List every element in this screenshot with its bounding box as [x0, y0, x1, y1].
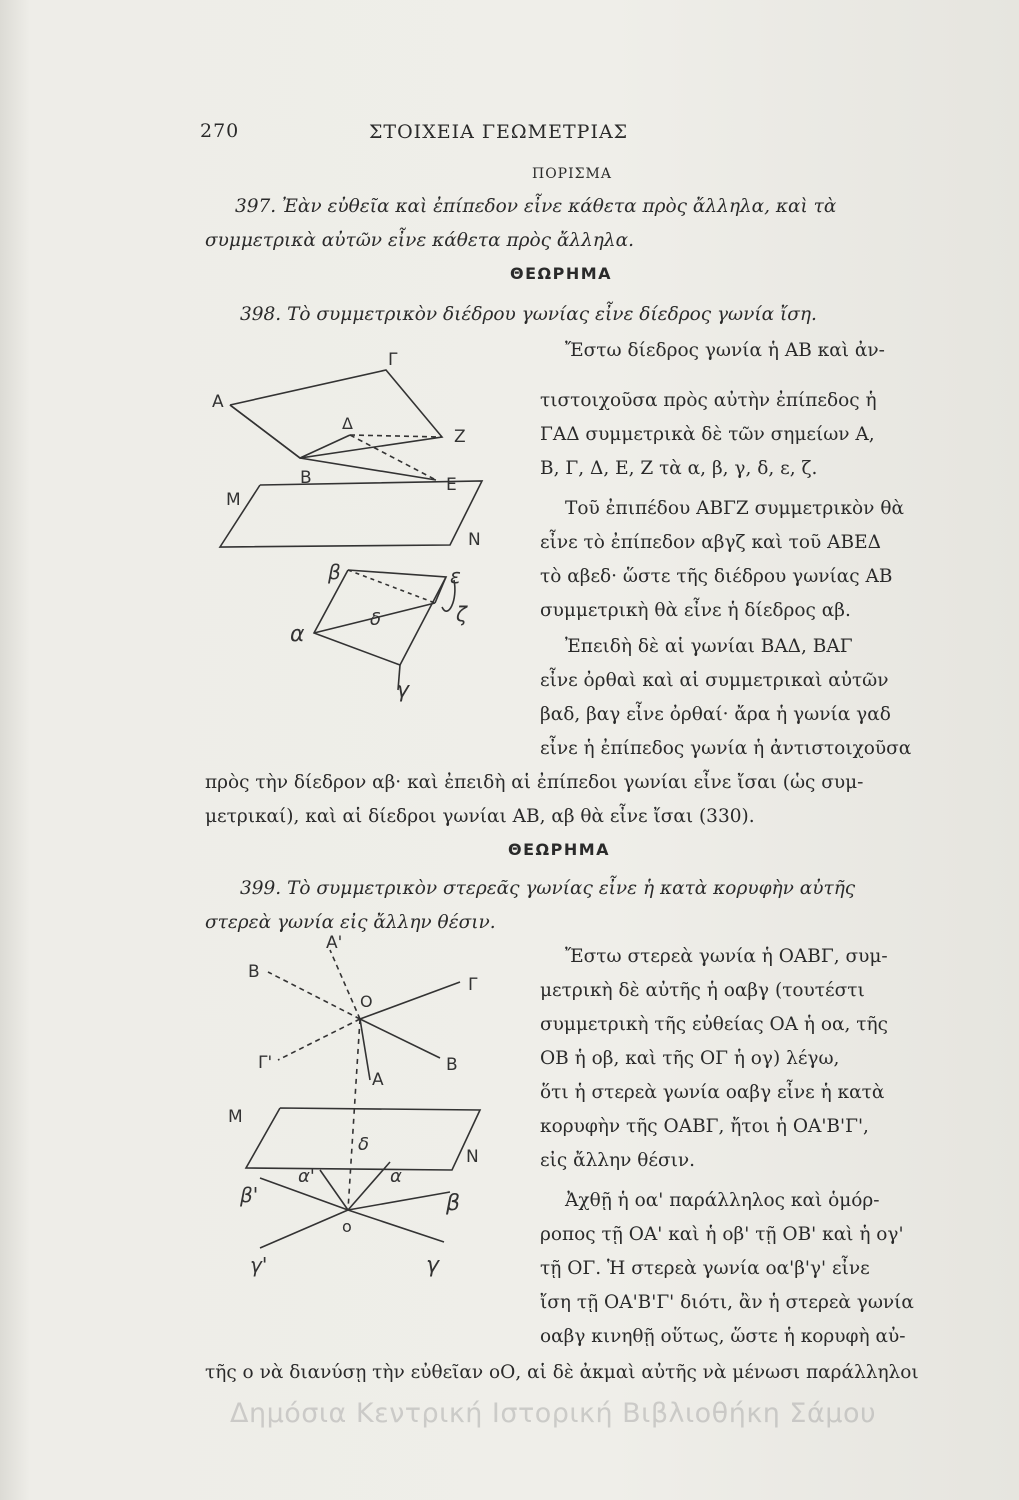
- fig1-label-D: Δ: [342, 414, 353, 433]
- fig2-label-B2: Β: [446, 1055, 458, 1075]
- t399-line-13: τῆς ο νὰ διανύσῃ τὴν εὐθεῖαν οΟ, αἱ δὲ ἀκμαὶ αὐτῆς νὰ μένωσι παράλληλοι: [205, 1362, 919, 1383]
- t399-line-11: ἴση τῇ ΟΑ'Β'Γ' διότι, ἂν ἡ στερεὰ γωνία: [540, 1292, 914, 1313]
- page-number: 270: [200, 120, 240, 142]
- fig1-label-Z: Ζ: [454, 427, 466, 447]
- t399-line-4: ΟΒ ἡ οβ, καὶ τῆς ΟΓ ἡ ογ) λέγω,: [540, 1048, 840, 1069]
- fig1-label-d: δ: [370, 609, 382, 630]
- fig1-label-G: Γ: [388, 350, 398, 370]
- t399-line-6: κορυφὴν τῆς ΟΑΒΓ, ἤτοι ἡ ΟΑ'Β'Γ',: [540, 1116, 869, 1137]
- fig1-label-E: Ε: [446, 475, 457, 495]
- theorem-398-heading: ΘΕΩΡΗΜΑ: [510, 264, 613, 283]
- t399-line-3: συμμετρικὴ τῆς εὐθείας ΟΑ ἡ οα, τῆς: [540, 1014, 888, 1035]
- t398-line-9: Ἐπειδὴ δὲ αἱ γωνίαι ΒΑΔ, ΒΑΓ: [565, 636, 853, 657]
- t399-line-2: μετρικὴ δὲ αὐτῆς ἡ οαβγ (τουτέστι: [540, 980, 865, 1001]
- running-title: ΣΤΟΙΧΕΙΑ ΓΕΩΜΕΤΡΙΑΣ: [369, 121, 629, 143]
- t398-line-5: Τοῦ ἐπιπέδου ΑΒΓΖ συμμετρικὸν θὰ: [565, 498, 904, 519]
- t398-line-12: εἶνε ἡ ἐπίπεδος γωνία ἡ ἀντιστοιχοῦσα: [540, 738, 912, 759]
- t398-line-14: μετρικαί), καὶ αἱ δίεδροι γωνίαι ΑΒ, αβ θὰ εἶνε ἴσαι (330).: [205, 806, 755, 827]
- t398-line-4: Β, Γ, Δ, Ε, Ζ τὰ α, β, γ, δ, ε, ζ.: [540, 458, 818, 479]
- theorem-399-heading: ΘΕΩΡΗΜΑ: [508, 840, 611, 859]
- t398-line-7: τὸ αβεδ· ὥστε τῆς διέδρου γωνίας ΑΒ: [540, 566, 893, 587]
- porisma-line-2: συμμετρικὰ αὐτῶν εἶνε κάθετα πρὸς ἄλληλα.: [205, 230, 634, 251]
- theorem-398-statement: 398. Τὸ συμμετρικὸν διέδρου γωνίας εἶνε δίεδρος γωνία ἴση.: [240, 304, 817, 325]
- figure-dihedral-angle: [210, 345, 530, 715]
- t399-line-8: Ἀχθῇ ἡ οα' παράλληλος καὶ ὁμόρ-: [565, 1190, 880, 1211]
- theorem-399-statement-1: 399. Τὸ συμμετρικὸν στερεᾶς γωνίας εἶνε ἡ κατὰ κορυφὴν αὐτῆς: [240, 878, 856, 899]
- porisma-heading: ΠΟΡΙΣΜΑ: [532, 166, 612, 182]
- fig2-label-b1: β': [240, 1183, 259, 1207]
- t399-line-10: τῇ ΟΓ. Ἡ στερεὰ γωνία οα'β'γ' εἶνε: [540, 1258, 870, 1279]
- fig2-label-b: β: [446, 1191, 461, 1216]
- fig1-label-b: β: [328, 560, 341, 584]
- t398-line-2: τιστοιχοῦσα πρὸς αὐτὴν ἐπίπεδος ἡ: [540, 390, 877, 411]
- fig2-label-N: Ν: [466, 1147, 479, 1167]
- fig2-label-G1: Γ': [258, 1053, 273, 1073]
- t398-line-3: ΓΑΔ συμμετρικὰ δὲ τῶν σημείων Α,: [540, 424, 875, 445]
- t399-line-7: εἰς ἄλλην θέσιν.: [540, 1150, 695, 1171]
- fig2-label-O: Ο: [360, 992, 373, 1011]
- t398-line-8: συμμετρικὴ θὰ εἶνε ἡ δίεδρος αβ.: [540, 600, 851, 621]
- fig2-label-B: Β: [248, 962, 260, 982]
- fig1-label-M: Μ: [226, 490, 241, 510]
- fig1-label-g: γ: [396, 678, 410, 703]
- t399-line-12: οαβγ κινηθῇ οὕτως, ὥστε ἡ κορυφὴ αὐ-: [540, 1326, 906, 1347]
- fig1-label-N: Ν: [468, 530, 481, 550]
- fig1-label-B: Β: [300, 468, 312, 488]
- fig1-label-e: ε: [450, 564, 461, 588]
- figure-solid-angle: [220, 930, 520, 1300]
- fig2-label-g1: γ': [250, 1253, 268, 1277]
- t398-line-11: βαδ, βαγ εἶνε ὀρθαί· ἄρα ἡ γωνία γαδ: [540, 704, 891, 725]
- t399-line-9: ροπος τῇ ΟΑ' καὶ ἡ οβ' τῇ ΟΒ' καὶ ἡ ογ': [540, 1224, 904, 1245]
- fig2-label-A: Α: [372, 1070, 384, 1090]
- t399-line-1: Ἔστω στερεὰ γωνία ἡ ΟΑΒΓ, συμ-: [565, 946, 888, 967]
- fig2-label-o: ο: [342, 1217, 352, 1236]
- fig2-label-g: γ: [426, 1253, 440, 1278]
- fig2-label-A1: Α': [326, 933, 343, 953]
- fig1-label-z: ζ: [456, 602, 467, 626]
- fig2-label-M: Μ: [228, 1107, 243, 1127]
- fig2-label-d: δ: [358, 1134, 370, 1155]
- theorem-399-statement-2: στερεὰ γωνία εἰς ἄλλην θέσιν.: [205, 912, 496, 933]
- porisma-line-1: 397. Ἐὰν εὐθεῖα καὶ ἐπίπεδον εἶνε κάθετα πρὸς ἄλληλα, καὶ τὰ: [235, 196, 837, 217]
- fig2-label-a1: α': [298, 1166, 315, 1187]
- library-watermark: Δημόσια Κεντρική Ιστορική Βιβλιοθήκη Σάμου: [230, 1398, 877, 1429]
- fig2-label-a: α: [390, 1166, 402, 1187]
- fig1-label-a: α: [290, 622, 305, 647]
- fig2-label-G: Γ: [468, 975, 478, 995]
- fig1-label-A: Α: [212, 392, 224, 412]
- t398-line-6: εἶνε τὸ ἐπίπεδον αβγζ καὶ τοῦ ΑΒΕΔ: [540, 532, 881, 553]
- t398-line-1: Ἔστω δίεδρος γωνία ἡ ΑΒ καὶ ἀν-: [565, 340, 885, 361]
- t398-line-10: εἶνε ὀρθαὶ καὶ αἱ συμμετρικαὶ αὐτῶν: [540, 670, 889, 691]
- t399-line-5: ὅτι ἡ στερεὰ γωνία οαβγ εἶνε ἡ κατὰ: [540, 1082, 885, 1103]
- t398-line-13: πρὸς τὴν δίεδρον αβ· καὶ ἐπειδὴ αἱ ἐπίπεδοι γωνίαι εἶνε ἴσαι (ὡς συμ-: [205, 772, 864, 793]
